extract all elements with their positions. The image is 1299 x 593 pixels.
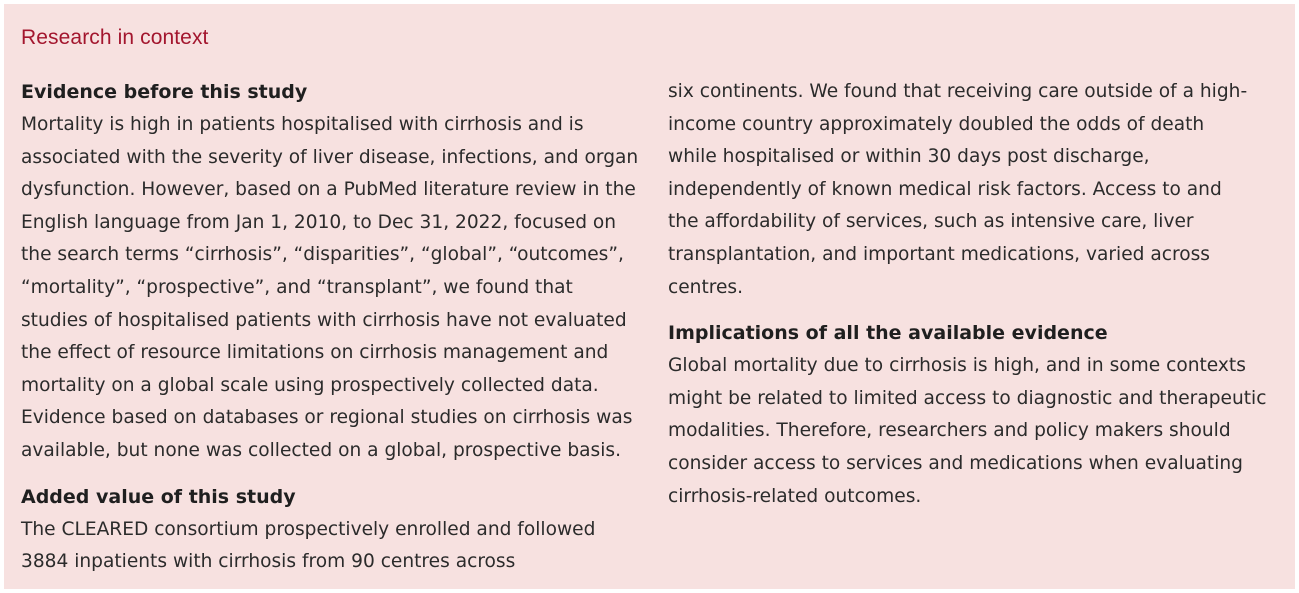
research-in-context-panel — [4, 4, 1295, 589]
section-gap — [21, 468, 646, 481]
text-line: available, but none was collected on a global, prospective basis. — [21, 439, 621, 461]
section-gap — [668, 304, 1290, 317]
text-line: The CLEARED consortium prospectively enrolled and followed — [21, 518, 596, 540]
section-heading: Implications of all the available evidence — [668, 322, 1108, 345]
text-line: the effect of resource limitations on cirrhosis management and — [21, 342, 609, 364]
text-line: consider access to services and medications when evaluating — [668, 452, 1243, 474]
text-line: English language from Jan 1, 2010, to Dec 31, 2022, focused on — [21, 211, 617, 233]
text-line: associated with the severity of liver disease, infections, and organ — [21, 146, 639, 168]
text-line: Evidence based on databases or regional studies on cirrhosis was — [21, 407, 633, 429]
text-line: while hospitalised or within 30 days post discharge, — [668, 146, 1150, 168]
text-line: might be related to limited access to diagnostic and therapeutic — [668, 387, 1267, 409]
section-heading: Added value of this study — [21, 485, 296, 508]
text-line: “mortality”, “prospective”, and “transplant”, we found that — [21, 276, 573, 298]
text-line: studies of hospitalised patients with cirrhosis have not evaluated — [21, 309, 627, 331]
text-line: the search terms “cirrhosis”, “disparities”, “global”, “outcomes”, — [21, 244, 624, 266]
text-line: centres. — [668, 276, 744, 298]
section-evidence-before — [21, 76, 646, 468]
text-line: Mortality is high in patients hospitalised with cirrhosis and is — [21, 114, 584, 135]
text-line: Global mortality due to cirrhosis is high, and in some contexts — [668, 355, 1246, 377]
text-line: modalities. Therefore, researchers and policy makers should — [668, 420, 1231, 442]
text-line: six continents. We found that receiving care outside of a high- — [668, 81, 1248, 102]
section-heading: Evidence before this study — [21, 81, 308, 103]
section-body — [668, 350, 1290, 513]
text-line: cirrhosis-related outcomes. — [668, 485, 922, 507]
section-body — [21, 109, 646, 468]
text-line: dysfunction. However, based on a PubMed literature review in the — [21, 179, 636, 201]
panel-title: Research in context — [21, 26, 209, 49]
right-column — [668, 76, 1290, 513]
text-line: income country approximately doubled the odds of death — [668, 113, 1205, 135]
text-line: mortality on a global scale using prospectively collected data. — [21, 374, 599, 396]
section-added-value — [21, 481, 646, 579]
left-column — [21, 76, 646, 579]
text-line: the affordability of services, such as intensive care, liver — [668, 211, 1194, 233]
text-line: independently of known medical risk factors. Access to and — [668, 178, 1222, 200]
text-line: transplantation, and important medications, varied across — [668, 243, 1210, 265]
section-added-value-continued — [668, 76, 1290, 304]
text-line: 3884 inpatients with cirrhosis from 90 centres across — [21, 551, 516, 573]
section-implications — [668, 317, 1290, 513]
section-body — [21, 514, 646, 579]
